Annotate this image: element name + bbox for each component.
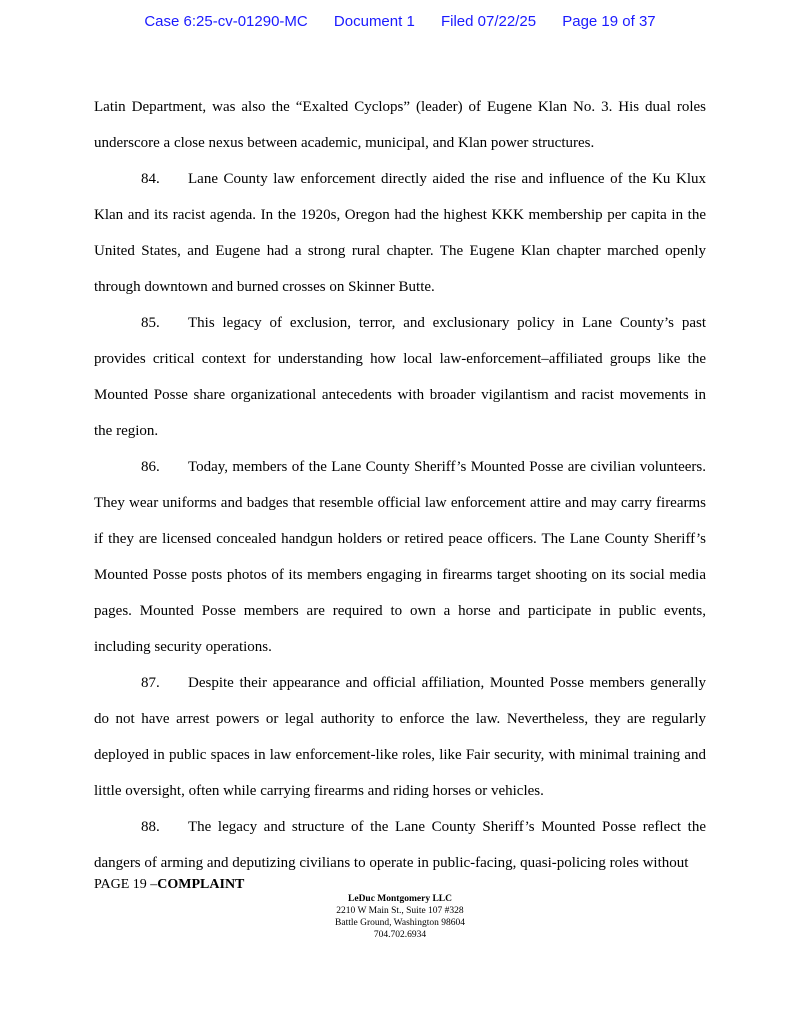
firm-address-line1: 2210 W Main St., Suite 107 #328	[336, 906, 464, 916]
firm-name: LeDuc Montgomery LLC	[348, 894, 452, 904]
paragraph-number: 87.	[141, 675, 160, 691]
page-count: Page 19 of 37	[562, 13, 656, 30]
paragraph-85	[94, 305, 706, 449]
paragraph-text: Lane County law enforcement directly aided the rise and influence of the Ku Klux Klan and its racist agenda. In the 1920s, Oregon had the highest KKK membership per capita in the United States, and Eugene had a strong rural chapter. The Eugene Klan chapter marched openly through downtown and burned crosses on Skinner Butte.	[94, 171, 706, 295]
ecf-header-stamp	[0, 13, 800, 30]
case-number: Case 6:25-cv-01290-MC	[144, 13, 308, 30]
paragraph-86	[94, 449, 706, 665]
document-title: COMPLAINT	[157, 877, 245, 892]
document-number: Document 1	[333, 13, 415, 30]
paragraph-text: This legacy of exclusion, terror, and exclusionary policy in Lane County’s past provides critical context for understanding how local law-enforcement–affiliated groups like the Mounted Posse share organizational antecedents with broader vigilantism and racist movements in the region.	[94, 315, 706, 439]
law-firm-block	[0, 893, 800, 941]
paragraph-84	[94, 161, 706, 305]
page-number: PAGE 19 –	[94, 877, 158, 892]
paragraph-number: 88.	[141, 819, 160, 835]
paragraph-text: Today, members of the Lane County Sheriff’s Mounted Posse are civilian volunteers. They wear uniforms and badges that resemble official law enforcement attire and may carry firearms if they are licensed concealed handgun holders or retired peace officers. The Lane County Sheriff’s Mounted Posse posts photos of its members engaging in firearms target shooting on its social media pages. Mounted Posse members are required to own a horse and participate in public events, including security operations.	[94, 459, 706, 655]
document-body	[94, 89, 706, 881]
paragraph-number: 84.	[141, 171, 160, 187]
continued-paragraph: Latin Department, was also the “Exalted Cyclops” (leader) of Eugene Klan No. 3. His dual roles underscore a close nexus between academic, municipal, and Klan power structures.	[94, 99, 706, 151]
firm-address-line2: Battle Ground, Washington 98604	[335, 918, 465, 928]
filed-date: Filed 07/22/25	[440, 13, 537, 30]
paragraph-number: 85.	[141, 315, 160, 331]
paragraph-text: The legacy and structure of the Lane County Sheriff’s Mounted Posse reflect the dangers of arming and deputizing civilians to operate in public-facing, quasi-policing roles without	[94, 819, 706, 871]
page-footer-label	[94, 877, 244, 893]
paragraph-87	[94, 665, 706, 809]
firm-phone: 704.702.6934	[373, 930, 427, 940]
paragraph-text: Despite their appearance and official affiliation, Mounted Posse members generally do not have arrest powers or legal authority to enforce the law. Nevertheless, they are regularly deployed in public spaces in law enforcement-like roles, like Fair security, with minimal training and little oversight, often while carrying firearms and riding horses or vehicles.	[94, 675, 706, 799]
paragraph-88	[94, 809, 706, 881]
paragraph-number: 86.	[141, 459, 160, 475]
